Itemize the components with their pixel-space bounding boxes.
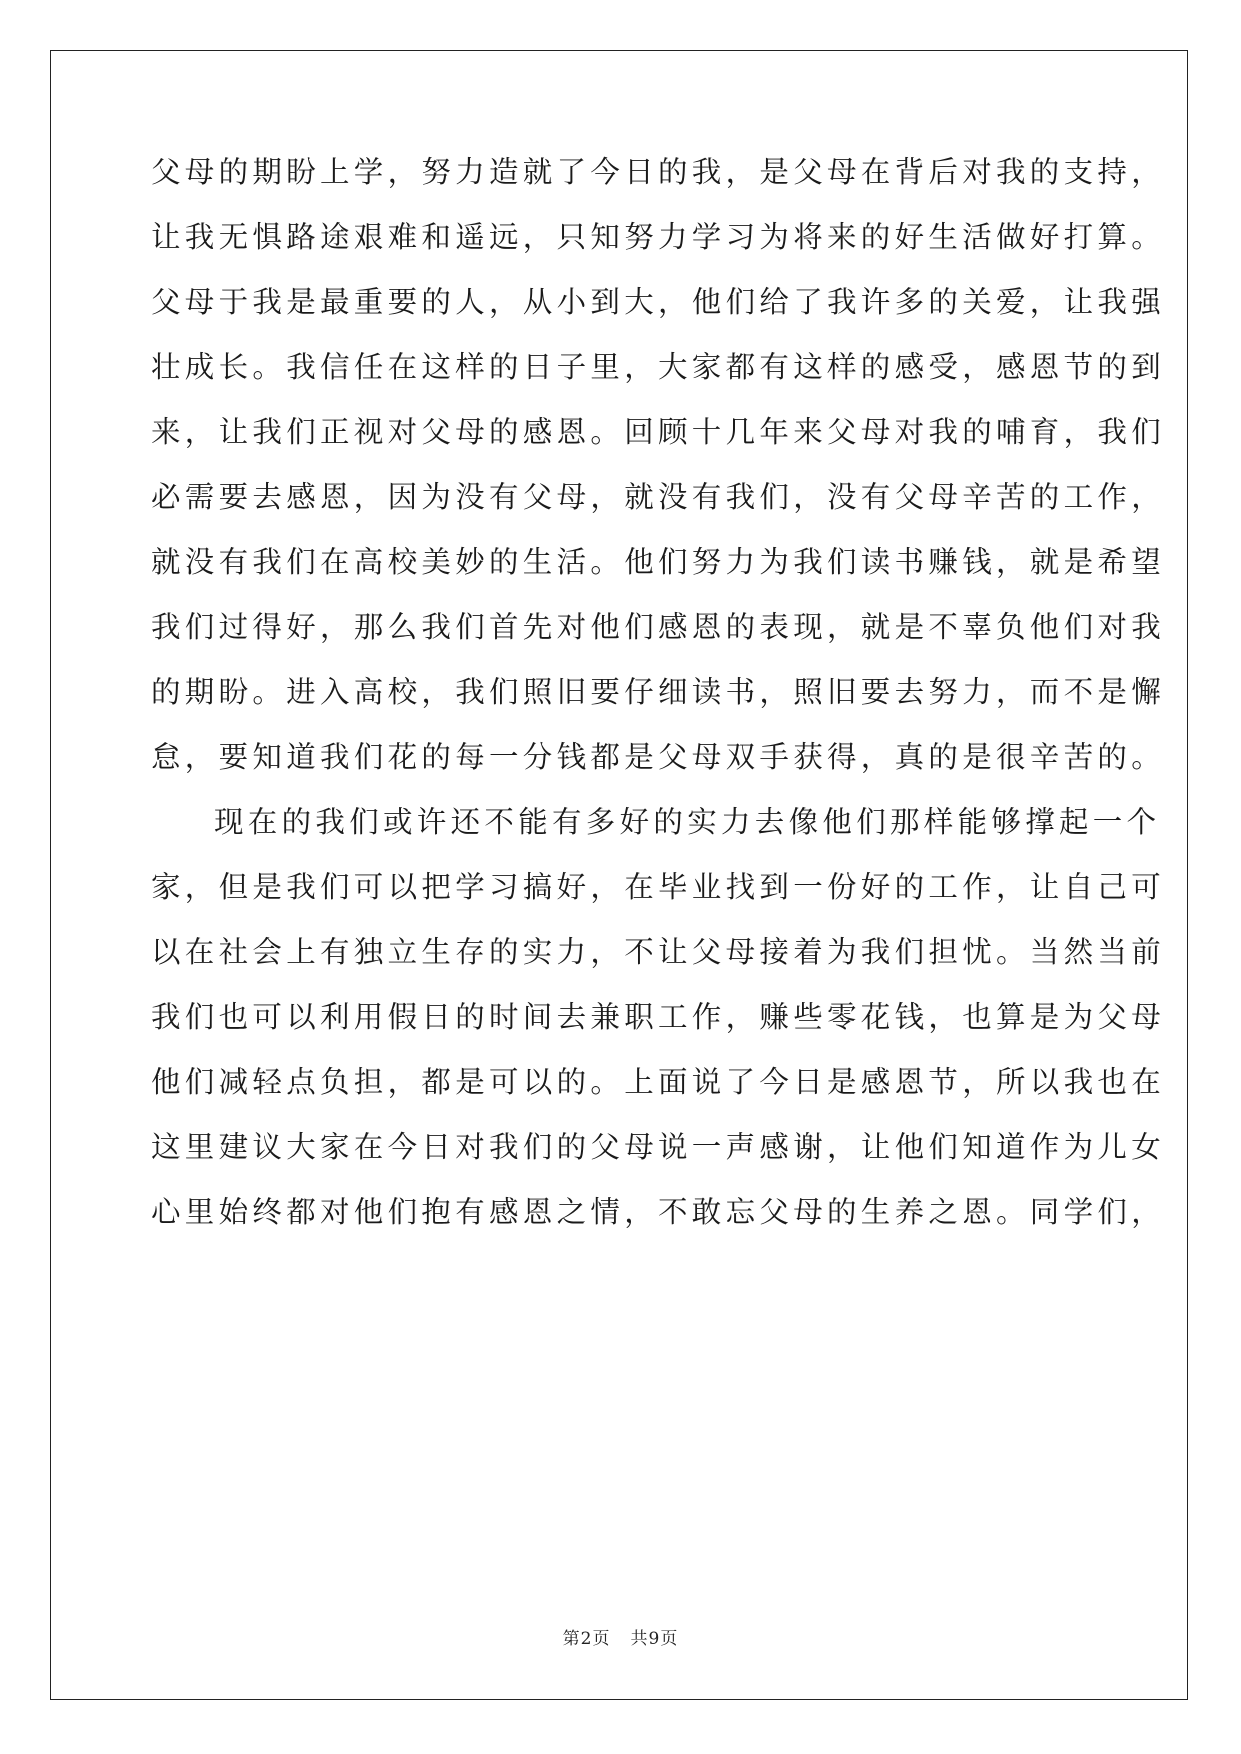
text-line: 这里建议大家在今日对我们的父母说一声感谢，让他们知道作为儿女 [151, 1130, 1166, 1164]
text-line: 我们过得好，那么我们首先对他们感恩的表现，就是不辜负他们对我 [151, 610, 1166, 644]
text-line: 家，但是我们可以把学习搞好，在毕业找到一份好的工作，让自己可 [151, 870, 1166, 904]
page-number: 第2页 [562, 1629, 611, 1649]
text-line: 以在社会上有独立生存的实力，不让父母接着为我们担忧。当然当前 [151, 935, 1166, 969]
body-text [151, 152, 1166, 1257]
text-line: 的期盼。进入高校，我们照旧要仔细读书，照旧要去努力，而不是懈 [151, 675, 1166, 709]
paragraph-1 [151, 152, 1166, 802]
text-line: 父母的期盼上学，努力造就了今日的我，是父母在背后对我的支持， [151, 155, 1166, 189]
paragraph-2 [151, 802, 1166, 1257]
text-line: 就没有我们在高校美妙的生活。他们努力为我们读书赚钱，就是希望 [151, 545, 1166, 579]
page-total: 共9页 [630, 1629, 679, 1649]
text-line: 必需要去感恩，因为没有父母，就没有我们，没有父母辛苦的工作， [151, 480, 1166, 514]
page-footer [0, 1624, 1241, 1649]
text-line: 我们也可以利用假日的时间去兼职工作，赚些零花钱，也算是为父母 [151, 1000, 1166, 1034]
text-line: 壮成长。我信任在这样的日子里，大家都有这样的感受，感恩节的到 [151, 350, 1166, 384]
text-line-indented: 现在的我们或许还不能有多好的实力去像他们那样能够撑起一个 [214, 805, 1161, 839]
text-line: 怠，要知道我们花的每一分钱都是父母双手获得，真的是很辛苦的。 [151, 740, 1166, 774]
text-line: 来，让我们正视对父母的感恩。回顾十几年来父母对我的哺育，我们 [151, 415, 1166, 449]
text-line: 他们减轻点负担，都是可以的。上面说了今日是感恩节，所以我也在 [151, 1065, 1166, 1099]
text-line: 心里始终都对他们抱有感恩之情，不敢忘父母的生养之恩。同学们， [151, 1195, 1166, 1229]
text-line: 让我无惧路途艰难和遥远，只知努力学习为将来的好生活做好打算。 [151, 220, 1166, 254]
text-line: 父母于我是最重要的人，从小到大，他们给了我许多的关爱，让我强 [151, 285, 1166, 319]
